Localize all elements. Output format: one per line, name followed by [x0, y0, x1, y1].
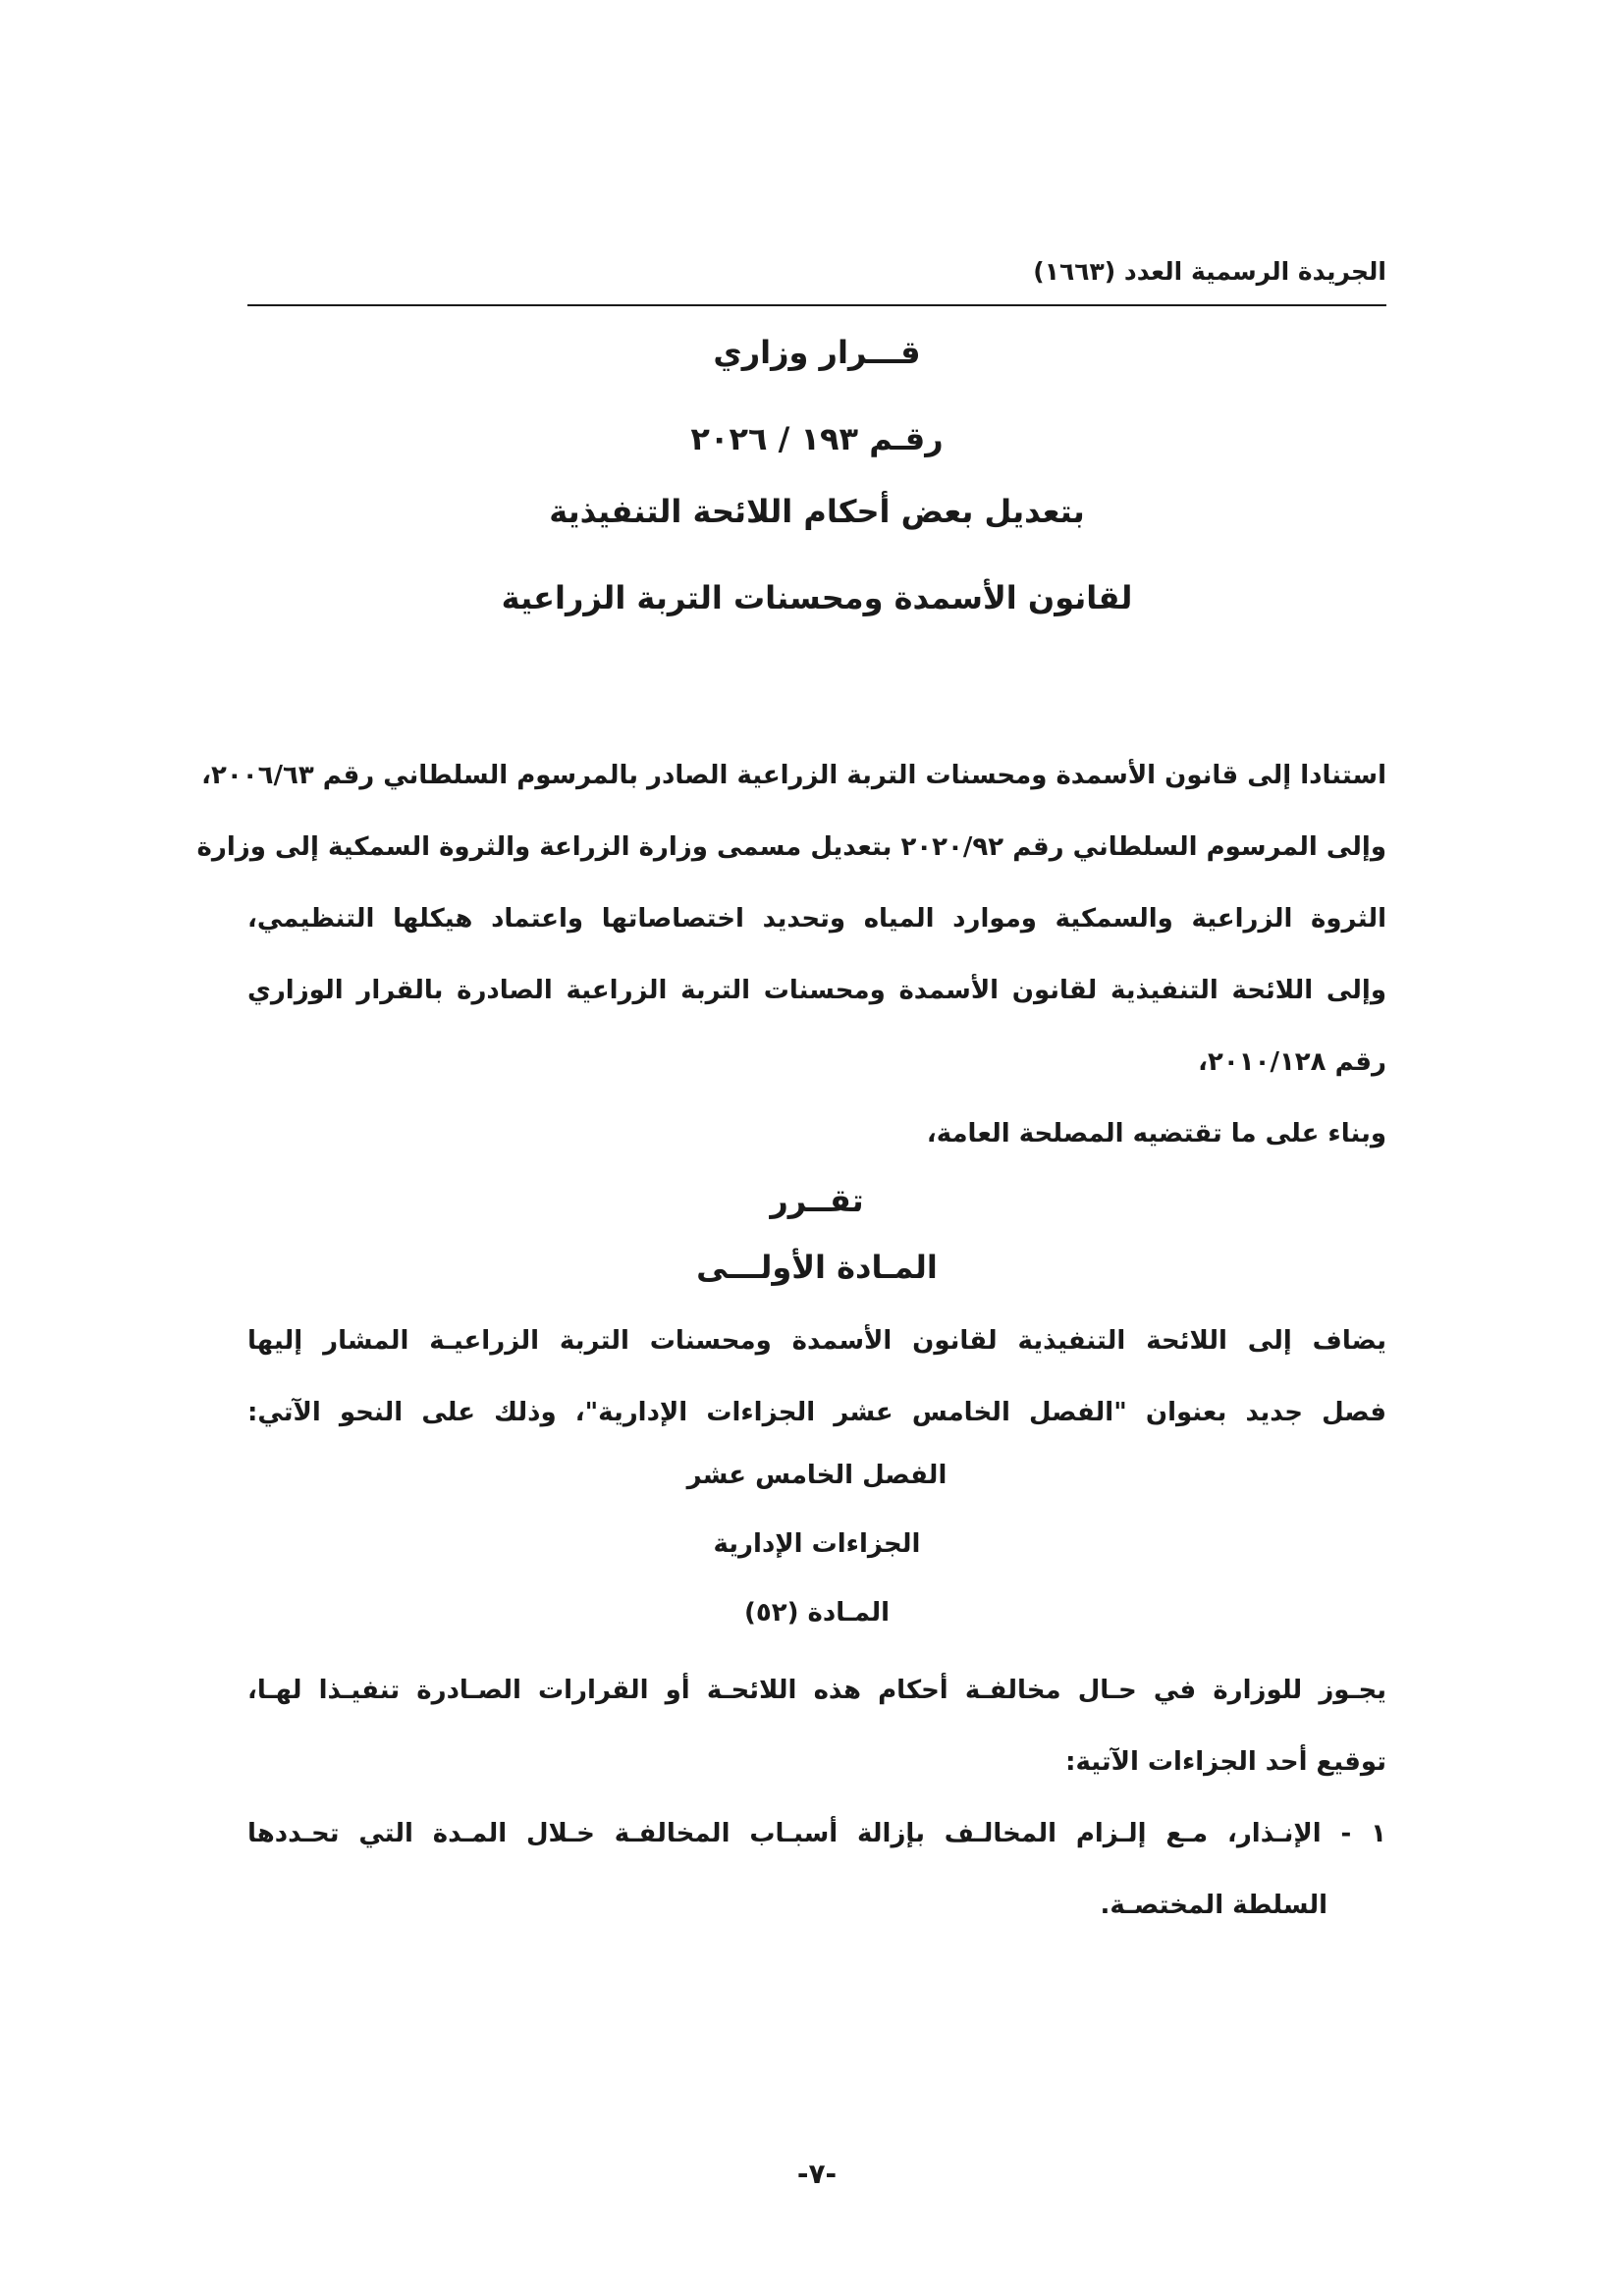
- decision-subject-line2: لقانون الأسمدة ومحسنات التربة الزراعية: [501, 579, 1133, 616]
- gazette-page: [196, 0, 1386, 2296]
- article-52-text: توقيع أحد الجزاءات الآتية:: [1065, 1747, 1386, 1777]
- preamble-line: وإلى المرسوم السلطاني رقم ٢٠٢٠/٩٢ بتعديل مسمى وزارة الزراعة والثروة السمكية إلى وزارة: [196, 832, 1386, 862]
- preamble-line: وإلى اللائحة التنفيذية لقانون الأسمدة ومحسنات التربة الزراعية الصادرة بالقرار الوزاري: [247, 976, 1386, 1005]
- article-one-heading: المـادة الأولـــى: [696, 1249, 938, 1286]
- decision-heading: تقــرر: [770, 1182, 864, 1219]
- chapter-title: الفصل الخامس عشر: [686, 1461, 947, 1490]
- chapter-subtitle: الجزاءات الإدارية: [713, 1529, 921, 1559]
- list-item-continuation: السلطة المختصـة.: [1100, 1891, 1327, 1920]
- article-one-text: فصل جديد بعنوان "الفصل الخامس عشر الجزاءات الإدارية"، وذلك على النحو الآتي:: [247, 1398, 1386, 1427]
- decision-title: قـــرار وزاري: [713, 334, 921, 371]
- running-header: الجريدة الرسمية العدد (١٦٦٣): [1033, 257, 1386, 286]
- decision-number: رقـم ١٩٣ / ٢٠٢٦: [690, 420, 944, 457]
- page-number: -٧-: [796, 2158, 838, 2190]
- decision-subject-line1: بتعديل بعض أحكام اللائحة التنفيذية: [549, 493, 1085, 530]
- preamble-line: وبناء على ما تقتضيه المصلحة العامة،: [926, 1119, 1386, 1148]
- list-item: ١ - الإنـذار، مـع إلـزام المخالـف بإزالة أسبـاب المخالفـة خـلال المـدة التي تحـددها: [247, 1819, 1386, 1848]
- header-rule: [247, 304, 1386, 306]
- preamble-line: الثروة الزراعية والسمكية وموارد المياه وتحديد اختصاصاتها واعتماد هيكلها التنظيمي،: [247, 904, 1386, 934]
- article-52-heading: المـادة (٥٢): [743, 1598, 891, 1628]
- article-52-text: يجـوز للوزارة في حـال مخالفـة أحكام هذه اللائحـة أو القرارات الصـادرة تنفيـذا لهـا،: [247, 1676, 1386, 1705]
- article-one-text: يضاف إلى اللائحة التنفيذية لقانون الأسمدة ومحسنات التربة الزراعيـة المشار إليها: [247, 1326, 1386, 1356]
- preamble-line: رقم ٢٠١٠/١٢٨،: [1198, 1047, 1386, 1077]
- preamble-line: استنادا إلى قانون الأسمدة ومحسنات التربة الزراعية الصادر بالمرسوم السلطاني رقم ٢٠٠٦/٦٣،: [201, 761, 1386, 790]
